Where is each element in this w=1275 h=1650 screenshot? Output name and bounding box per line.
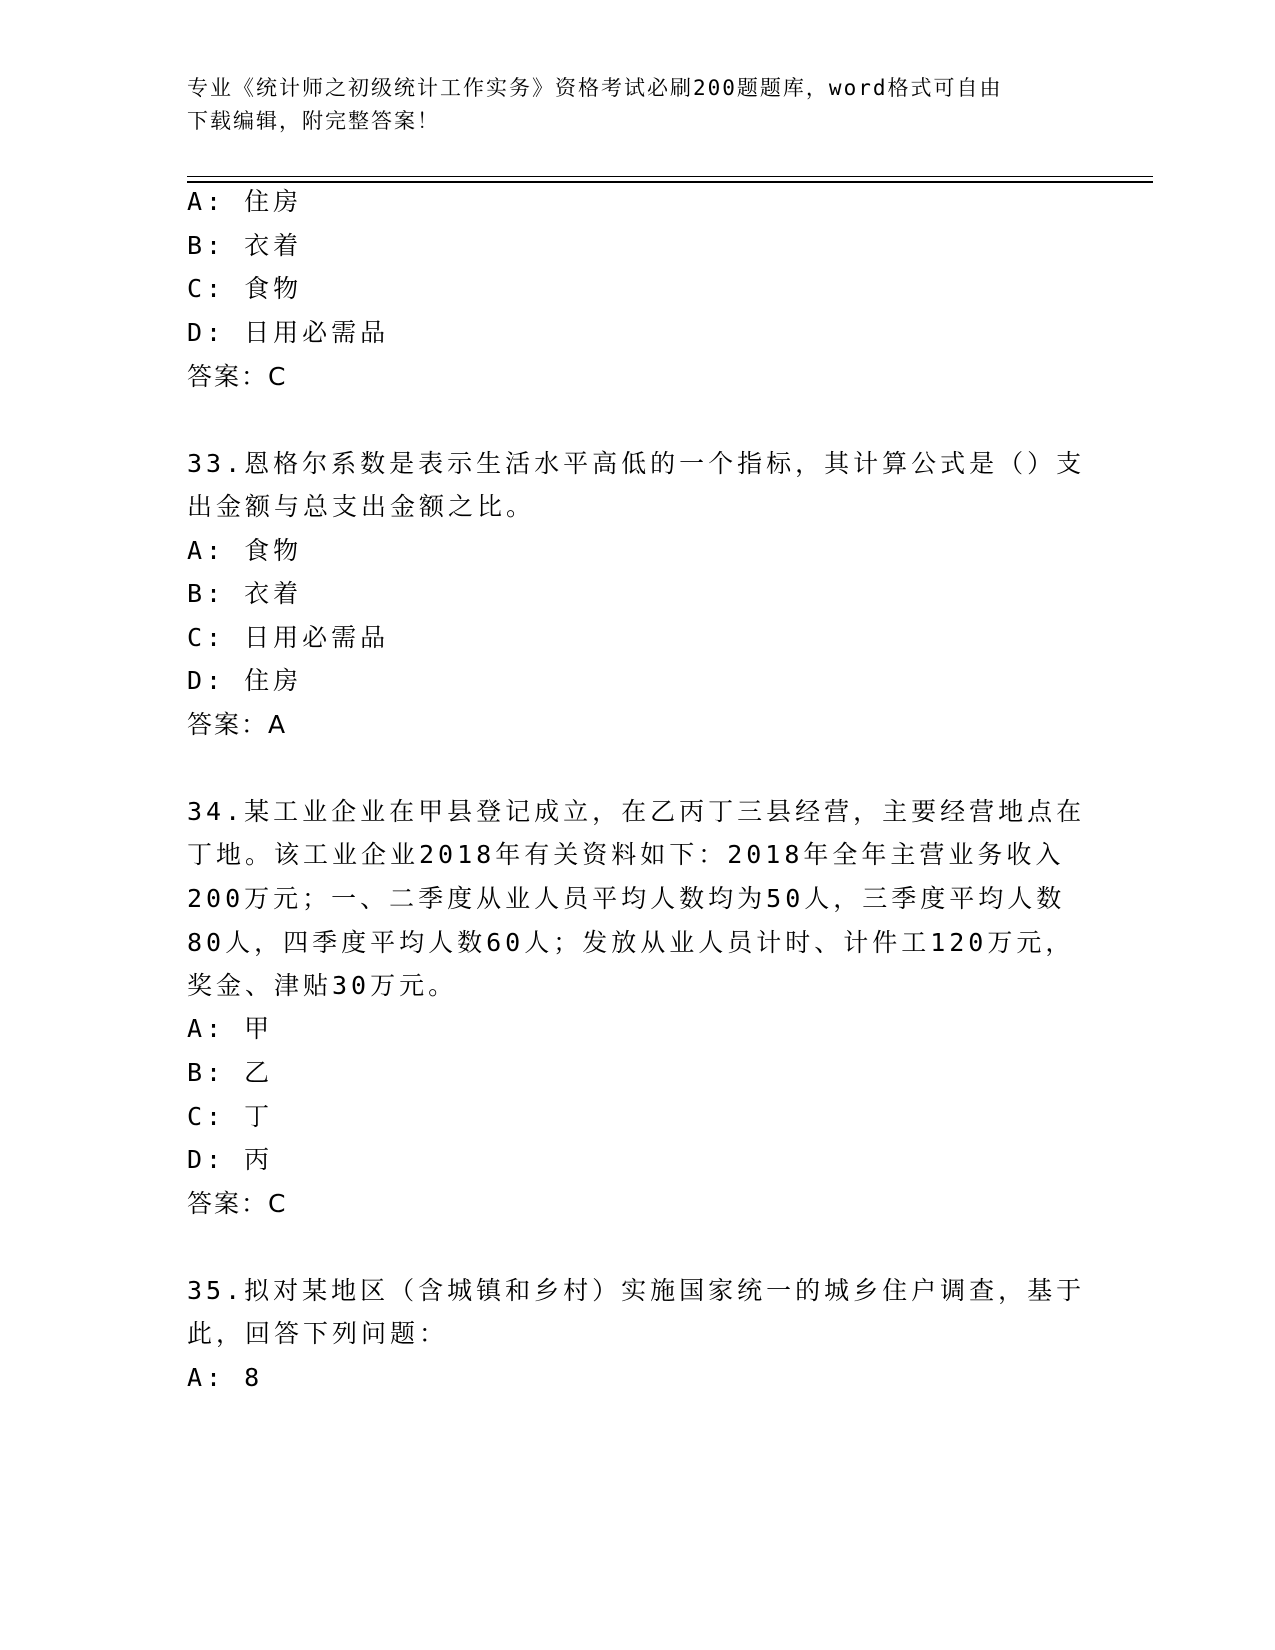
q33-stem-line-1: 33.恩格尔系数是表示生活水平高低的一个指标，其计算公式是（）支: [187, 449, 1086, 478]
q32-answer: 答案：C: [187, 362, 288, 391]
q34-answer: 答案：C: [187, 1189, 288, 1218]
q34-option-c: C: 丁: [187, 1102, 274, 1131]
header-divider-thick: [187, 181, 1153, 183]
q33-answer: 答案：A: [187, 710, 288, 739]
q34-option-d: D: 丙: [187, 1145, 274, 1174]
q34-stem-line-5: 奖金、津贴30万元。: [187, 971, 458, 1000]
q33-option-a: A: 食物: [187, 536, 303, 565]
q32-option-a: A: 住房: [187, 187, 303, 216]
q34-option-a: A: 甲: [187, 1014, 274, 1043]
q34-stem-line-1: 34.某工业企业在甲县登记成立，在乙丙丁三县经营，主要经营地点在: [187, 797, 1086, 826]
header-title-line-1: 专业《统计师之初级统计工作实务》资格考试必刷200题题库，word格式可自由: [187, 76, 1003, 100]
q32-option-c: C: 食物: [187, 274, 303, 303]
q34-stem-line-3: 200万元；一、二季度从业人员平均人数均为50人，三季度平均人数: [187, 884, 1066, 913]
q35-stem-line-1: 35.拟对某地区（含城镇和乡村）实施国家统一的城乡住户调查，基于: [187, 1276, 1086, 1305]
header-title-line-2: 下载编辑，附完整答案！: [187, 109, 440, 133]
q33-stem-line-2: 出金额与总支出金额之比。: [187, 492, 536, 521]
q35-stem-line-2: 此，回答下列问题：: [187, 1319, 449, 1348]
q33-option-c: C: 日用必需品: [187, 623, 390, 652]
q35-option-a: A: 8: [187, 1363, 264, 1392]
document-header: [187, 72, 1087, 138]
q32-option-d: D: 日用必需品: [187, 318, 390, 347]
q34-stem-line-4: 80人，四季度平均人数60人；发放从业人员计时、计件工120万元，: [187, 928, 1075, 957]
header-divider-thin: [187, 176, 1153, 177]
q34-stem-line-2: 丁地。该工业企业2018年有关资料如下：2018年全年主营业务收入: [187, 840, 1065, 869]
q33-option-d: D: 住房: [187, 666, 303, 695]
q32-option-b: B: 衣着: [187, 231, 303, 260]
q33-option-b: B: 衣着: [187, 579, 303, 608]
q34-option-b: B: 乙: [187, 1058, 274, 1087]
